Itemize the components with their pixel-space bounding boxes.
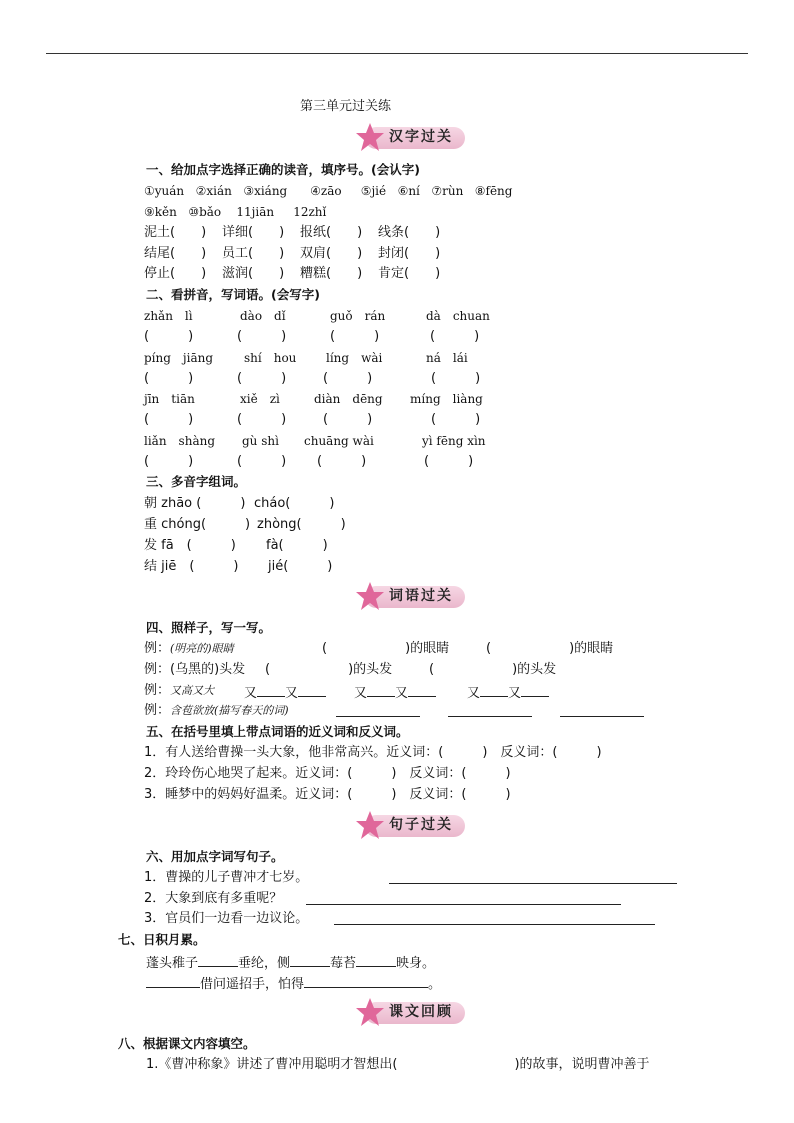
word-blank[interactable]: 员工( ) [222,246,285,261]
underline-blank[interactable] [408,682,436,697]
option: ②xián [195,184,232,198]
answer-blank[interactable]: ( ) [237,412,287,427]
pinyin: shí hou [244,351,297,365]
example-sample: 又高又大 [170,684,215,697]
option: 12zhǐ [293,205,327,219]
pinyin: líng wài [326,351,383,365]
poem-line-2 [146,973,441,994]
word-blank[interactable]: 双肩( ) [300,246,363,261]
blank-row [144,328,479,346]
answer-blank[interactable]: ( ) [237,454,287,469]
banner-label: 汉字过关 [389,129,453,145]
star-icon [355,997,385,1027]
section7-heading: 七、日积月累。 [118,932,206,947]
example-prefix: 例： [144,641,171,656]
underline-blank[interactable] [290,952,330,967]
polyphone-row [144,558,332,576]
pinyin: yì fēng xìn [422,434,486,448]
answer-blank[interactable]: ( ) [430,329,480,344]
word-blank[interactable]: 详细( ) [222,225,285,240]
poem-text: 映身。 [396,956,436,971]
option: ③xiáng [243,184,288,198]
answer-blank[interactable]: ( ) [144,371,194,386]
pinyin: gù shì [242,434,279,448]
section5-heading: 五、在括号里填上带点词语的近义词和反义词。 [146,724,409,739]
word-blank[interactable]: 线条( ) [378,225,441,240]
word-blank[interactable]: 结尾( ) [144,246,207,261]
answer-line[interactable] [560,716,644,717]
section1-heading: 一、给加点字选择正确的读音，填序号。(会认字) [146,162,420,177]
s1-row [144,224,440,242]
blank-row [144,453,473,471]
example-prefix: 例： [144,683,171,698]
answer-blank[interactable]: ( ) [317,454,367,469]
example-row-3 [144,682,214,700]
example-row-2: 例：(乌黑的)头发 [144,662,246,677]
underline-blank[interactable] [198,952,238,967]
you-blanks-3[interactable] [467,682,549,703]
option: ⑩bǎo [188,205,222,219]
blank-row [144,370,480,388]
option: ⑤jié [360,184,387,198]
example-sample: 含苞欲放(描写春天的词) [170,704,289,717]
answer-line[interactable] [336,716,420,717]
pinyin: píng jiāng [144,351,214,365]
option: ①yuán [144,184,185,198]
example-sample: (明亮的)眼睛 [170,642,234,655]
polyphone-blank[interactable]: 结 jiē ( ) [144,559,239,574]
option: ④zāo [310,184,342,198]
poem-text: 。 [428,977,442,992]
polyphone-row [144,537,328,555]
fill-blank[interactable]: ( )的头发 [429,662,557,677]
answer-blank[interactable]: ( ) [431,412,481,427]
pinyin-row [144,390,483,408]
answer-blank[interactable]: ( ) [144,454,194,469]
fill-blank[interactable]: ( )的眼睛 [322,641,450,656]
blank-row [144,411,480,429]
you-char: 又 [244,686,258,701]
pinyin-row [144,349,468,367]
synonym-item[interactable]: 1．有人送给曹操一头大象，他非常高兴。近义词：( ) 反义词：( ) [144,745,602,760]
section2-heading: 二、看拼音，写词语。(会写字) [146,287,320,302]
you-char: 又 [508,686,522,701]
star-icon [355,810,385,840]
polyphone-blank[interactable]: zhòng( ) [257,517,346,532]
example-row-4 [144,702,289,720]
section4-heading: 四、照样子，写一写。 [146,620,272,635]
pinyin: liǎn shàng [144,434,216,448]
answer-line[interactable] [448,716,532,717]
banner-label: 课文回顾 [389,1004,453,1020]
word-blank[interactable]: 糟糕( ) [300,266,363,281]
example-row-1 [144,640,234,658]
section3-heading: 三、多音字组词。 [146,474,247,489]
poem-text: 莓苔 [330,956,357,971]
pinyin: zhǎn lì [144,309,193,323]
you-char: 又 [285,686,299,701]
page-title: 第三单元过关练 [300,99,392,114]
option: 11jiān [236,205,275,219]
polyphone-blank[interactable]: cháo( ) [254,496,335,511]
pinyin: diàn dēng [314,392,383,406]
you-char: 又 [395,686,409,701]
polyphone-row [144,495,334,513]
poem-text: 借问遥招手，怕得 [200,977,305,992]
pinyin: míng liàng [410,392,483,406]
example-prefix: 例： [144,703,171,718]
poem-text: 蓬头稚子 [146,956,199,971]
polyphone-blank[interactable]: jié( ) [268,559,333,574]
polyphone-blank[interactable]: 发 fā ( ) [144,538,236,553]
you-char: 又 [467,686,481,701]
underline-blank[interactable] [480,682,508,697]
sentence-item: 3．官员们一边看一边议论。 [144,911,309,926]
polyphone-blank[interactable]: 重 chóng( ) [144,517,251,532]
star-icon [355,581,385,611]
underline-blank[interactable] [146,973,200,988]
text-recall-item[interactable]: 1.《曹冲称象》讲述了曹冲用聪明才智想出( )的故事，说明曹冲善于 [146,1057,650,1072]
star-icon [355,122,385,152]
pinyin: xiě zì [240,392,280,406]
you-blanks-2[interactable] [354,682,436,703]
you-blanks-1[interactable] [244,682,326,703]
underline-blank[interactable] [304,973,428,988]
section6-heading: 六、用加点字词写句子。 [146,849,284,864]
word-blank[interactable]: 停止( ) [144,266,207,281]
underline-blank[interactable] [298,682,326,697]
poem-line-1 [146,952,435,973]
banner-label: 句子过关 [389,817,453,833]
answer-line[interactable] [334,924,655,925]
underline-blank[interactable] [521,682,549,697]
pinyin: ná lái [426,351,468,365]
pinyin: guǒ rán [330,309,386,323]
polyphone-blank[interactable]: 朝 zhāo ( ) [144,496,246,511]
polyphone-blank[interactable]: fà( ) [266,538,328,553]
answer-line[interactable] [389,883,677,884]
underline-blank[interactable] [257,682,285,697]
options-row-2 [144,203,326,221]
fill-blank[interactable]: ( )的眼睛 [486,641,614,656]
option: ⑥ní [397,184,420,198]
answer-blank[interactable]: ( ) [330,329,380,344]
answer-blank[interactable]: ( ) [144,412,194,427]
banner-label: 词语过关 [389,588,453,604]
section8-heading: 八、根据课文内容填空。 [118,1036,256,1051]
polyphone-row [144,516,346,534]
s1-row [144,245,440,263]
option: ⑧fēng [474,184,513,198]
answer-blank[interactable]: ( ) [237,329,287,344]
pinyin-row [144,432,486,450]
pinyin: chuāng wài [304,434,374,448]
fill-blank[interactable]: ( )的头发 [265,662,393,677]
answer-blank[interactable]: ( ) [323,412,373,427]
synonym-item[interactable]: 3．睡梦中的妈妈好温柔。近义词：( ) 反义词：( ) [144,787,511,802]
answer-blank[interactable]: ( ) [237,371,287,386]
word-blank[interactable]: 滋润( ) [222,266,285,281]
word-blank[interactable]: 肯定( ) [378,266,441,281]
sentence-item: 1．曹操的儿子曹冲才七岁。 [144,870,309,885]
options-row-1 [144,182,512,200]
you-char: 又 [354,686,368,701]
underline-blank[interactable] [367,682,395,697]
pinyin: jīn tiān [144,392,195,406]
synonym-item[interactable]: 2．玲玲伤心地哭了起来。近义词：( ) 反义词：( ) [144,766,511,781]
banner-juzi [355,810,467,840]
word-blank[interactable]: 封闭( ) [378,246,441,261]
header-rule [46,53,748,54]
word-blank[interactable]: 泥土( ) [144,225,207,240]
answer-blank[interactable]: ( ) [431,371,481,386]
sentence-item: 2．大象到底有多重呢？ [144,891,283,906]
s1-row [144,265,440,283]
pinyin: dà chuan [426,309,490,323]
pinyin-row [144,307,490,325]
answer-blank[interactable]: ( ) [424,454,474,469]
answer-blank[interactable]: ( ) [323,371,373,386]
pinyin: dào dǐ [240,309,286,323]
option: ⑨kěn [144,205,177,219]
banner-ciyu [355,581,467,611]
banner-kewen [355,997,467,1027]
underline-blank[interactable] [356,952,396,967]
answer-blank[interactable]: ( ) [144,329,194,344]
option: ⑦rùn [431,184,464,198]
word-blank[interactable]: 报纸( ) [300,225,363,240]
answer-line[interactable] [306,904,621,905]
banner-hanzi [355,122,467,152]
poem-text: 垂纶，侧 [238,956,291,971]
